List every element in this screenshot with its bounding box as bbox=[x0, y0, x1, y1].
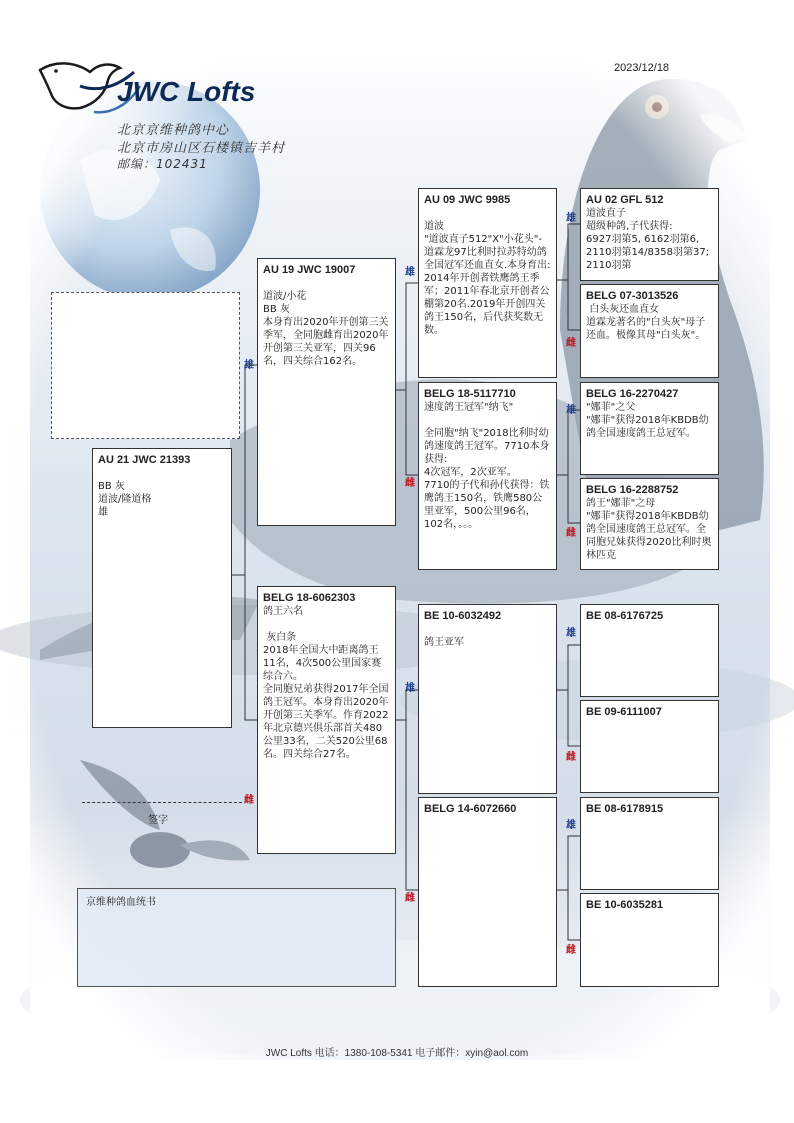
ring-number: AU 19 JWC 19007 bbox=[263, 264, 356, 276]
ring-number: BELG 18-6062303 bbox=[263, 592, 356, 604]
signature-line bbox=[82, 802, 242, 803]
pigeon-card-sire-dam[interactable] bbox=[418, 382, 557, 570]
sex-mark-male: 雄 bbox=[405, 267, 415, 278]
ring-number: BELG 16-2288752 bbox=[586, 484, 679, 496]
pigeon-notes: BB 灰 道波/隆道格 雄 bbox=[98, 481, 152, 518]
sex-mark-female: 雌 bbox=[405, 893, 415, 904]
sex-mark-female: 雌 bbox=[405, 478, 415, 489]
certificate-label: 京维种鸽血统书 bbox=[86, 897, 156, 908]
pigeon-card-dss[interactable] bbox=[580, 604, 719, 697]
ring-number: BELG 07-3013526 bbox=[586, 290, 679, 302]
pigeon-card-ddd[interactable] bbox=[580, 893, 719, 987]
date: 2023/12/18 bbox=[614, 62, 670, 74]
ring-number: BELG 14-6072660 bbox=[424, 803, 517, 815]
pigeon-card-subject[interactable] bbox=[92, 448, 232, 728]
pigeon-notes: 鸽王六名 灰白条 2018年全国大中距离鸽王11名，4次500公里国家赛综合六。 全同胞兄弟获得2017年全国鸽王冠军。本身育出2020年开创第三关季军。作育2022年北京德兴俱乐部首关480公里33名，二关520公里68名。四关综合27名。 bbox=[263, 606, 389, 760]
sex-mark-female: 雌 bbox=[566, 528, 576, 539]
sex-mark-male: 雄 bbox=[566, 405, 576, 416]
certificate-panel bbox=[77, 888, 396, 987]
sex-mark-male: 雄 bbox=[566, 820, 576, 831]
pigeon-notes: 鸽王亚军 bbox=[424, 637, 464, 648]
pigeon-notes: "娜菲"之父 "娜菲"获得2018年KBDB幼鸽全国速度鸽王总冠军。 bbox=[586, 402, 709, 439]
ring-number: BE 08-6176725 bbox=[586, 610, 664, 622]
pigeon-card-dam-sire[interactable] bbox=[418, 604, 557, 794]
sex-mark-female: 雌 bbox=[566, 338, 576, 349]
brand-title: JWC Lofts bbox=[117, 76, 256, 107]
pigeon-card-dsd[interactable] bbox=[580, 700, 719, 793]
footer-contact: JWC Lofts 电话：1380-108-5341 电子邮件：xyin@aol.com bbox=[265, 1048, 529, 1059]
ring-number: BE 10-6032492 bbox=[424, 610, 502, 622]
pigeon-notes: 道波 "道波直子512"X"小花头"-道霖龙97比利时拉苏特幼鸽全国冠军还血直女.本身育出: 2014年开创者铁鹰鸽王季军；2011年春北京开创者公棚第20名.2019年开创四关鸽王150名，后代获奖数无数。 bbox=[424, 221, 551, 336]
ring-number: BE 10-6035281 bbox=[586, 899, 664, 911]
pigeon-card-sire[interactable] bbox=[257, 258, 396, 526]
pigeon-card-sds[interactable] bbox=[580, 382, 719, 475]
pigeon-notes: 鸽王"娜菲"之母 "娜菲"获得2018年KBDB幼鸽全国速度鸽王总冠军。全同胞兄妹获得2020比利时奥林匹克 bbox=[586, 498, 712, 561]
pigeon-card-sdd[interactable] bbox=[580, 478, 719, 570]
pigeon-notes: 速度鸽王冠军"纳飞" 全同胞"纳飞"2018比利时幼鸽速度鸽王冠军。7710本身获得: 4次冠军，2次亚军。 7710的子代和孙代获得：铁鹰鸽王150名，铁鹰580公里亚军，500公里96名，102名，。。。 bbox=[424, 402, 550, 530]
ring-number: AU 09 JWC 9985 bbox=[424, 194, 511, 206]
pigeon-card-dds[interactable] bbox=[580, 797, 719, 890]
sex-mark-male: 雄 bbox=[405, 683, 415, 694]
ring-number: BELG 16-2270427 bbox=[586, 388, 679, 400]
ring-number: BELG 18-5117710 bbox=[424, 388, 516, 400]
pigeon-card-ssd[interactable] bbox=[580, 284, 719, 378]
sex-mark-female: 雌 bbox=[566, 752, 576, 763]
sex-mark-male: 雄 bbox=[566, 213, 576, 224]
sex-mark-female: 雌 bbox=[566, 945, 576, 956]
pigeon-notes: 道波/小花 BB 灰 本身育出2020年开创第三关季军，全同胞雌育出2020年开创第三关亚军，四关96名，四关综合162名。 bbox=[263, 291, 389, 367]
pigeon-card-dam[interactable] bbox=[257, 586, 396, 854]
pigeon-notes: 白头灰还血直女 道霖龙著名的"白头灰"母子还血。极像其母"白头灰"。 bbox=[586, 304, 706, 341]
ring-number: AU 02 GFL 512 bbox=[586, 194, 664, 206]
pigeon-card-dam-dam[interactable] bbox=[418, 797, 557, 987]
pigeon-notes: 道波直子 超级种鸽,子代获得: 6927羽第5, 6162羽第6, 2110羽第14/8358羽第37; 2110羽第 bbox=[586, 208, 710, 271]
sex-mark-female: 雌 bbox=[244, 795, 254, 806]
address-line-2: 北京市房山区石楼镇吉羊村 bbox=[117, 141, 286, 156]
ring-number: AU 21 JWC 21393 bbox=[98, 454, 191, 466]
ring-number: BE 09-6111007 bbox=[586, 706, 662, 718]
address-line-1: 北京京维种鸽中心 bbox=[117, 123, 230, 138]
signature-label: 签字 bbox=[148, 815, 168, 826]
ring-number: BE 08-6178915 bbox=[586, 803, 664, 815]
sex-mark-male: 雄 bbox=[566, 628, 576, 639]
sex-mark-male: 雄 bbox=[244, 360, 254, 371]
pigeon-card-sss[interactable] bbox=[580, 188, 719, 281]
postcode: 邮编：102431 bbox=[117, 157, 208, 171]
pigeon-card-sire-sire[interactable] bbox=[418, 188, 557, 378]
